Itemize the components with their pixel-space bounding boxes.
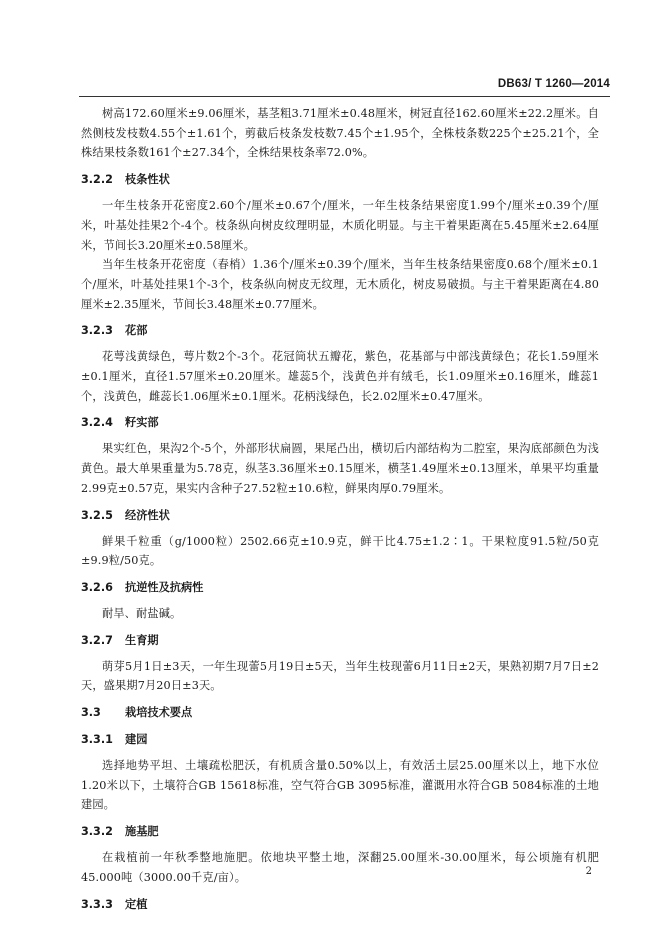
section-title: 经济性状: [125, 508, 170, 522]
header-divider: [79, 96, 610, 97]
section-title: 抗逆性及抗病性: [125, 580, 204, 594]
section-number: 3.2.3: [81, 324, 113, 338]
section-number: 3.3.2: [81, 825, 113, 839]
body-paragraph: 选择地势平坦、土壤疏松肥沃，有机质含量0.50%以上，有效活土层25.00厘米以上，地下水位1.20米以下，土壤符合GB 15618标准，空气符合GB 3095标准，灌溉用水符合GB 5084标准的土地建园。: [81, 759, 599, 812]
body-paragraph: 树高172.60厘米±9.06厘米，基茎粗3.71厘米±0.48厘米，树冠直径162.60厘米±22.2厘米。自然侧枝发枝数4.55个±1.61个，剪截后枝条发枝数7.45个±1.95个，全株枝条数225个±25.21个，全株结果枝条数161个±27.34个，全株结果枝条率72.0%。: [81, 107, 599, 160]
section-number: 3.2.5: [81, 508, 113, 522]
section-number: 3.2.7: [81, 633, 113, 647]
standard-code: DB63/ T 1260—2014: [497, 78, 610, 90]
body-paragraph: 花萼浅黄绿色，萼片数2个-3个。花冠筒状五瓣花，紫色，花基部与中部浅黄绿色；花长1.59厘米±0.1厘米，直径1.57厘米±0.20厘米。雄蕊5个，浅黄色并有绒毛，长1.09厘米±0.16厘米，雌蕊1个，浅黄色，雌蕊长1.06厘米±0.1厘米。花柄浅绿色，长2.02厘米±0.47厘米。: [81, 350, 599, 403]
section-heading-3-3-1: [81, 730, 599, 750]
section-title: 定植: [125, 897, 148, 911]
section-heading-3-2-5: [81, 506, 599, 526]
section-number: 3.2.4: [81, 416, 113, 430]
section-title: 籽实部: [125, 416, 159, 430]
body-paragraph: 耐旱、耐盐碱。: [102, 606, 182, 620]
section-title: 栽培技术要点: [125, 706, 193, 720]
body-paragraph: 萌芽5月1日±3天，一年生现蕾5月19日±5天，当年生枝现蕾6月11日±2天，果熟初期7月7日±2天，盛果期7月20日±3天。: [81, 659, 599, 693]
body-paragraph: 鲜果千粒重（g/1000粒）2502.66克±10.9克，鲜干比4.75±1.2∶1。干果粒度91.5粒/50克±9.9粒/50克。: [81, 534, 599, 568]
section-heading-3-2-7: [81, 631, 599, 651]
section-heading-3-3: [81, 703, 599, 723]
body-paragraph: 当年生枝条开花密度（春梢）1.36个/厘米±0.39个/厘米，当年生枝条结果密度0.68个/厘米±0.1个/厘米，叶基处挂果1个-3个，枝条纵向树皮无纹理，无木质化，树皮易破损。与主干着果距离在4.80厘米±2.35厘米，节间长3.48厘米±0.77厘米。: [81, 258, 599, 311]
page-number: 2: [585, 866, 592, 877]
body-paragraph: 果实红色，果沟2个-5个，外部形状扁圆，果尾凸出，横切后内部结构为二腔室，果沟底部颜色为浅黄色。最大单果重量为5.78克，纵茎3.36厘米±0.15厘米，横茎1.49厘米±0.13厘米，单果平均重量2.99克±0.57克，果实内含种子27.52粒±10.6粒，鲜果肉厚0.79厘米。: [81, 442, 599, 495]
section-heading-3-2-3: [81, 321, 599, 341]
section-title: 生育期: [125, 633, 159, 647]
section-number: 3.3.1: [81, 733, 113, 747]
section-title: 建园: [125, 733, 148, 747]
body-paragraph: 一年生枝条开花密度2.60个/厘米±0.67个/厘米，一年生枝条结果密度1.99个/厘米±0.39个/厘米，叶基处挂果2个-4个。枝条纵向树皮纹理明显，木质化明显。与主干着果距离在5.45厘米±2.64厘米，节间长3.20厘米±0.58厘米。: [81, 199, 599, 252]
body-paragraph: 在栽植前一年秋季整地施肥。依地块平整土地，深翻25.00厘米-30.00厘米，每公顷施有机肥45.000吨（3000.00千克/亩）。: [81, 851, 599, 884]
section-heading-3-2-6: [81, 578, 599, 598]
section-heading-3-3-3: [81, 895, 599, 915]
section-title: 花部: [125, 324, 148, 338]
section-title: 施基肥: [125, 825, 159, 839]
section-heading-3-2-2: [81, 170, 599, 190]
section-number: 3.3.3: [81, 897, 113, 911]
section-heading-3-3-2: [81, 822, 599, 842]
section-heading-3-2-4: [81, 413, 599, 433]
section-title: 枝条性状: [125, 173, 170, 187]
section-number: 3.2.6: [81, 580, 113, 594]
section-number: 3.3: [81, 706, 101, 720]
section-number: 3.2.2: [81, 173, 113, 187]
document-body: [81, 104, 599, 915]
